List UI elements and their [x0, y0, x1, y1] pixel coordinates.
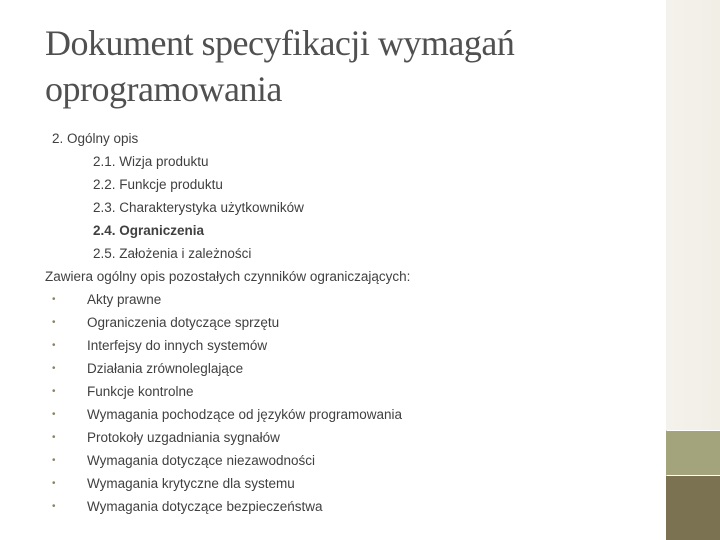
bullet-item: Wymagania dotyczące niezawodności: [87, 453, 315, 468]
section-heading: 2. Ogólny opis: [52, 131, 139, 146]
bullet-dot: •: [52, 432, 56, 443]
bullet-dot: •: [52, 294, 56, 305]
bullet-item: Protokoły uzgadniania sygnałów: [87, 430, 280, 445]
bullet-item: Wymagania krytyczne dla systemu: [87, 476, 295, 491]
bullet-dot: •: [52, 317, 56, 328]
bullet-dot: •: [52, 455, 56, 466]
decorative-sidebar: [666, 0, 720, 540]
bullet-item: Wymagania dotyczące bezpieczeństwa: [87, 499, 323, 514]
subsection-item-highlighted: 2.4. Ograniczenia: [93, 223, 205, 238]
bullet-dot: •: [52, 501, 56, 512]
title-line-1: Dokument specyfikacji wymagań: [45, 23, 515, 63]
bullet-dot: •: [52, 363, 56, 374]
bullet-item: Ograniczenia dotyczące sprzętu: [87, 315, 280, 330]
subsection-item: 2.2. Funkcje produktu: [93, 177, 223, 192]
sidebar-bottom-block: [666, 476, 720, 540]
bullet-dot: •: [52, 409, 56, 420]
bullet-item: Funkcje kontrolne: [87, 384, 194, 399]
intro-text: Zawiera ogólny opis pozostałych czynników ograniczających:: [45, 269, 411, 284]
bullet-item: Akty prawne: [87, 292, 162, 307]
subsection-item: 2.1. Wizja produktu: [93, 154, 209, 169]
subsection-item: 2.5. Założenia i zależności: [93, 246, 252, 261]
bullet-dot: •: [52, 386, 56, 397]
bullet-dot: •: [52, 340, 56, 351]
bullet-item: Interfejsy do innych systemów: [87, 338, 268, 353]
sidebar-top-panel: [666, 0, 720, 430]
subsection-item: 2.3. Charakterystyka użytkowników: [93, 200, 304, 215]
bullet-item: Wymagania pochodzące od języków programowania: [87, 407, 403, 422]
sidebar-accent-block: [666, 431, 720, 475]
bullet-dot: •: [52, 478, 56, 489]
title-line-2: oprogramowania: [45, 69, 282, 109]
slide-title: [45, 20, 645, 112]
bullet-item: Działania zrównoleglające: [87, 361, 244, 376]
